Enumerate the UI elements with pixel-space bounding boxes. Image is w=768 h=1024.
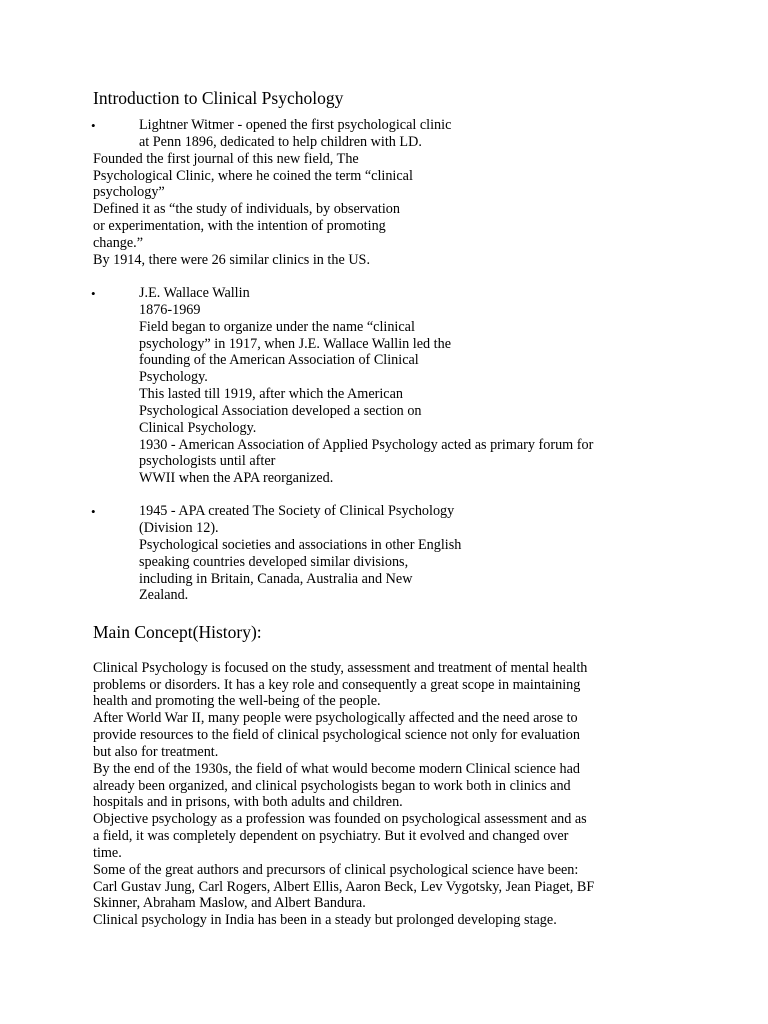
paragraph-line: hospitals and in prisons, with both adults and children.	[93, 794, 403, 810]
bullet-marker: •	[91, 118, 96, 133]
paragraph-line: Skinner, Abraham Maslow, and Albert Bandura.	[93, 895, 366, 911]
paragraph-line: or experimentation, with the intention of promoting	[93, 218, 386, 234]
bullet-text-line: (Division 12).	[139, 520, 219, 536]
paragraph-line: Carl Gustav Jung, Carl Rogers, Albert Ellis, Aaron Beck, Lev Vygotsky, Jean Piaget, BF	[93, 879, 595, 895]
paragraph-line: provide resources to the field of clinical psychological science not only for evaluation	[93, 727, 580, 743]
bullet-marker: •	[91, 286, 96, 301]
bullet-text-line: Psychology.	[139, 369, 208, 385]
paragraph-line: change.”	[93, 235, 144, 251]
paragraph-line: problems or disorders. It has a key role and consequently a great scope in maintaining	[93, 677, 581, 693]
paragraph-line: already been organized, and clinical psychologists began to work both in clinics and	[93, 778, 571, 794]
bullet-text-line: psychologists until after	[139, 453, 276, 469]
bullet-text-line: including in Britain, Canada, Australia and New	[139, 571, 413, 587]
paragraph-line: Clinical psychology in India has been in a steady but prolonged developing stage.	[93, 912, 557, 928]
paragraph-line: Psychological Clinic, where he coined the term “clinical	[93, 168, 413, 184]
bullet-text-line: Lightner Witmer - opened the first psychological clinic	[139, 117, 452, 133]
bullet-text-line: WWII when the APA reorganized.	[139, 470, 334, 486]
paragraph-line: After World War II, many people were psychologically affected and the need arose to	[93, 710, 578, 726]
bullet-text-line: at Penn 1896, dedicated to help children with LD.	[139, 134, 422, 150]
bullet-text-line: 1876-1969	[139, 302, 201, 318]
paragraph-line: Objective psychology as a profession was founded on psychological assessment and as	[93, 811, 587, 827]
bullet-text-line: 1930 - American Association of Applied Psychology acted as primary forum for	[139, 437, 594, 453]
paragraph-line: By 1914, there were 26 similar clinics in the US.	[93, 252, 370, 268]
paragraph-line: time.	[93, 845, 122, 861]
paragraph-line: Defined it as “the study of individuals, by observation	[93, 201, 400, 217]
paragraph-line: Some of the great authors and precursors of clinical psychological science have been:	[93, 862, 579, 878]
paragraph-line: a field, it was completely dependent on psychiatry. But it evolved and changed over	[93, 828, 569, 844]
paragraph-line: health and promoting the well-being of the people.	[93, 693, 381, 709]
bullet-text-line: speaking countries developed similar divisions,	[139, 554, 409, 570]
bullet-text-line: Psychological Association developed a section on	[139, 403, 422, 419]
paragraph-line: Clinical Psychology is focused on the study, assessment and treatment of mental health	[93, 660, 588, 676]
bullet-text-line: Zealand.	[139, 587, 189, 603]
paragraph-line: Founded the first journal of this new field, The	[93, 151, 359, 167]
bullet-text-line: Field began to organize under the name “clinical	[139, 319, 415, 335]
bullet-text-line: This lasted till 1919, after which the American	[139, 386, 403, 402]
bullet-text-line: Clinical Psychology.	[139, 420, 257, 436]
bullet-text-line: founding of the American Association of Clinical	[139, 352, 419, 368]
bullet-marker: •	[91, 504, 96, 519]
paragraph-line: psychology”	[93, 184, 165, 200]
bullet-text-line: J.E. Wallace Wallin	[139, 285, 250, 301]
section-heading-main-concept: Main Concept(History):	[93, 622, 262, 642]
paragraph-line: By the end of the 1930s, the field of what would become modern Clinical science had	[93, 761, 580, 777]
bullet-text-line: psychology” in 1917, when J.E. Wallace Wallin led the	[139, 336, 452, 352]
section-heading-introduction: Introduction to Clinical Psychology	[93, 88, 344, 108]
bullet-text-line: 1945 - APA created The Society of Clinical Psychology	[139, 503, 455, 519]
paragraph-line: but also for treatment.	[93, 744, 219, 760]
bullet-text-line: Psychological societies and associations in other English	[139, 537, 462, 553]
